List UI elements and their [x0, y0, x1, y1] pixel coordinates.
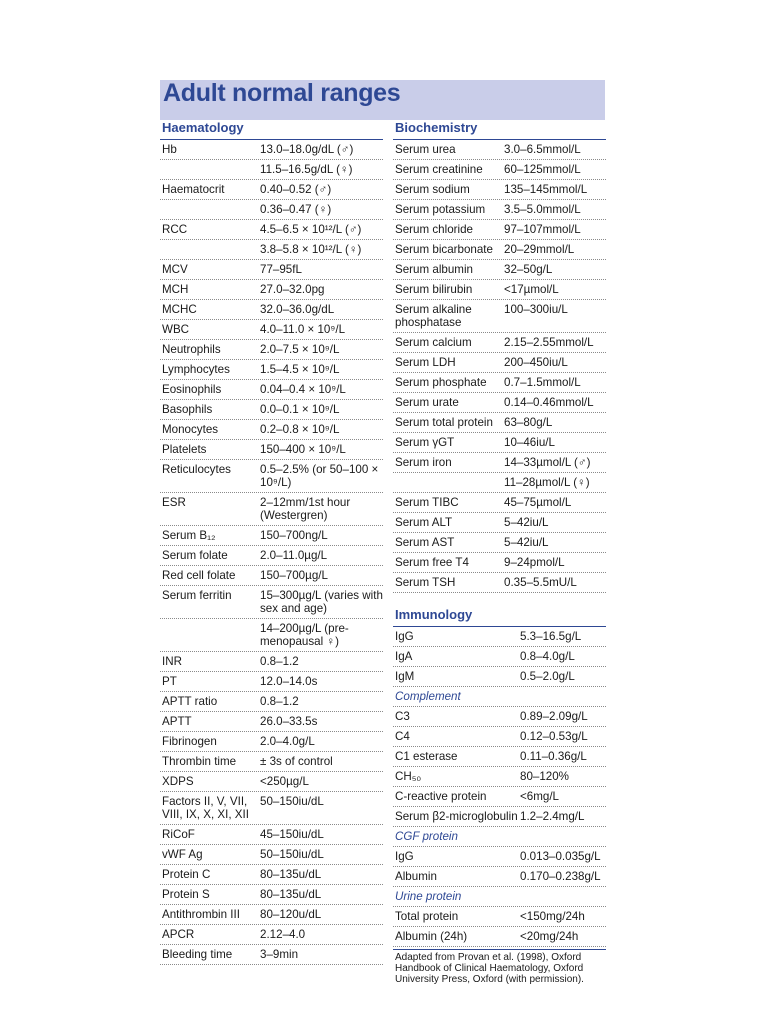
immunology-heading: Immunology — [393, 605, 606, 627]
test-name: Serum B₁₂ — [162, 529, 216, 542]
normal-range: 5–42iu/L — [504, 516, 549, 529]
section-gap — [393, 593, 606, 605]
table-row — [160, 180, 383, 200]
normal-range: 14–200µg/L (pre-menopausal ♀) — [260, 622, 349, 648]
normal-range: <150mg/24h — [520, 910, 585, 923]
normal-range: 80–135u/dL — [260, 868, 322, 881]
test-name — [162, 203, 260, 216]
table-row — [160, 885, 383, 905]
normal-range: 0.7–1.5mmol/L — [504, 376, 581, 389]
test-name: Serum free T4 — [395, 556, 469, 569]
normal-range: <250µg/L — [260, 775, 309, 788]
test-name: Serum phosphate — [395, 376, 487, 389]
normal-range: 97–107mmol/L — [504, 223, 581, 236]
test-name: Lymphocytes — [162, 363, 230, 376]
haematology-table — [160, 140, 383, 965]
table-row — [160, 865, 383, 885]
test-name: Serum alkaline phosphatase — [395, 303, 472, 329]
test-name: Protein C — [162, 868, 211, 881]
test-name: INR — [162, 655, 182, 668]
table-row — [160, 240, 383, 260]
normal-range: 3–9min — [260, 948, 299, 961]
normal-range: 5.3–16.5g/L — [520, 630, 582, 643]
subsection-label: Complement — [393, 687, 606, 707]
normal-range: 80–135u/dL — [260, 888, 322, 901]
test-name: Serum creatinine — [395, 163, 483, 176]
normal-range: 150–400 × 10⁹/L — [260, 443, 346, 456]
test-name: Serum sodium — [395, 183, 470, 196]
table-row — [160, 845, 383, 865]
normal-range: ± 3s of control — [260, 755, 333, 768]
normal-range: 0.8–1.2 — [260, 695, 299, 708]
test-name: C1 esterase — [395, 750, 458, 763]
test-name: Serum urate — [395, 396, 459, 409]
test-name: Haematocrit — [162, 183, 225, 196]
test-name: IgM — [395, 670, 415, 683]
table-row — [160, 772, 383, 792]
table-row — [393, 333, 606, 353]
normal-range: 60–125mmol/L — [504, 163, 581, 176]
table-row — [393, 280, 606, 300]
test-name: APTT — [162, 715, 192, 728]
test-name: Serum AST — [395, 536, 455, 549]
table-row — [160, 732, 383, 752]
table-row — [393, 453, 606, 473]
test-name — [395, 476, 504, 489]
test-name: Serum TSH — [395, 576, 456, 589]
test-name: Serum folate — [162, 549, 228, 562]
normal-range: 45–75µmol/L — [504, 496, 572, 509]
test-name: Serum LDH — [395, 356, 456, 369]
test-name: Fibrinogen — [162, 735, 217, 748]
test-name: Serum chloride — [395, 223, 473, 236]
test-name: Serum urea — [395, 143, 456, 156]
test-name: Serum iron — [395, 456, 452, 469]
normal-range: 80–120u/dL — [260, 908, 322, 921]
normal-range: 15–300µg/L (varies with sex and age) — [260, 589, 383, 615]
normal-range: 0.89–2.09g/L — [520, 710, 588, 723]
normal-range: 50–150iu/dL — [260, 848, 324, 861]
table-row — [393, 473, 606, 493]
normal-range: 11–28µmol/L (♀) — [504, 476, 590, 489]
test-name: IgA — [395, 650, 413, 663]
table-row — [160, 586, 383, 619]
table-row — [393, 180, 606, 200]
test-name: WBC — [162, 323, 190, 336]
table-row — [393, 393, 606, 413]
normal-range: <20mg/24h — [520, 930, 579, 943]
table-row — [160, 400, 383, 420]
table-row — [393, 140, 606, 160]
test-name: Serum γGT — [395, 436, 455, 449]
table-row — [393, 300, 606, 333]
normal-range: 0.8–4.0g/L — [520, 650, 575, 663]
normal-range: 2.0–11.0µg/L — [260, 549, 328, 562]
table-row — [393, 160, 606, 180]
table-row — [393, 533, 606, 553]
table-row — [393, 373, 606, 393]
test-name: Red cell folate — [162, 569, 236, 582]
normal-range: 0.5–2.0g/L — [520, 670, 575, 683]
test-name — [162, 243, 260, 256]
normal-range: 100–300iu/L — [504, 303, 568, 316]
normal-range: 3.5–5.0mmol/L — [504, 203, 581, 216]
test-name: RCC — [162, 223, 188, 236]
normal-range: 26.0–33.5s — [260, 715, 318, 728]
normal-range: 0.04–0.4 × 10⁹/L — [260, 383, 346, 396]
normal-range: 0.40–0.52 (♂) — [260, 183, 332, 196]
test-name: XDPS — [162, 775, 194, 788]
table-row — [393, 787, 606, 807]
normal-range: 0.14–0.46mmol/L — [504, 396, 594, 409]
table-row — [160, 160, 383, 180]
table-row — [393, 240, 606, 260]
table-row — [160, 825, 383, 845]
normal-range: 4.5–6.5 × 10¹²/L (♂) — [260, 223, 362, 236]
normal-range: 2.12–4.0 — [260, 928, 306, 941]
normal-range: 10–46iu/L — [504, 436, 555, 449]
table-row — [160, 420, 383, 440]
test-name — [162, 622, 260, 648]
table-row — [393, 353, 606, 373]
test-name: vWF Ag — [162, 848, 203, 861]
normal-range: 4.0–11.0 × 10⁹/L — [260, 323, 346, 336]
table-row — [393, 727, 606, 747]
table-row — [160, 460, 383, 493]
table-row — [393, 847, 606, 867]
test-name: IgG — [395, 850, 414, 863]
table-row — [393, 747, 606, 767]
table-row — [160, 200, 383, 220]
table-row — [160, 493, 383, 526]
normal-range: 0.12–0.53g/L — [520, 730, 588, 743]
table-row — [160, 925, 383, 945]
normal-range: <6mg/L — [520, 790, 559, 803]
normal-range: 20–29mmol/L — [504, 243, 575, 256]
normal-range: 2.15–2.55mmol/L — [504, 336, 594, 349]
table-row — [160, 546, 383, 566]
normal-range: 3.0–6.5mmol/L — [504, 143, 581, 156]
test-name: Factors II, V, VII, VIII, IX, X, XI, XII — [162, 795, 249, 821]
table-row — [393, 513, 606, 533]
table-row — [393, 907, 606, 927]
normal-range: 150–700µg/L — [260, 569, 328, 582]
table-row — [160, 360, 383, 380]
normal-range: 32–50g/L — [504, 263, 553, 276]
normal-range: 2.0–4.0g/L — [260, 735, 315, 748]
normal-range: 150–700ng/L — [260, 529, 328, 542]
table-row — [160, 280, 383, 300]
test-name: APTT ratio — [162, 695, 218, 708]
test-name: Serum total protein — [395, 416, 493, 429]
test-name: Protein S — [162, 888, 210, 901]
normal-range: 32.0–36.0g/dL — [260, 303, 335, 316]
test-name: Monocytes — [162, 423, 219, 436]
biochemistry-heading: Biochemistry — [393, 118, 606, 140]
normal-range: 11.5–16.5g/dL (♀) — [260, 163, 353, 176]
haematology-heading: Haematology — [160, 118, 383, 140]
test-name: Eosinophils — [162, 383, 222, 396]
test-name: Bleeding time — [162, 948, 233, 961]
test-name: RiCoF — [162, 828, 195, 841]
test-name: C3 — [395, 710, 410, 723]
page-title: Adult normal ranges — [163, 79, 401, 107]
test-name: Total protein — [395, 910, 459, 923]
normal-range: 80–120% — [520, 770, 569, 783]
normal-range: 13.0–18.0g/dL (♂) — [260, 143, 354, 156]
test-name: Thrombin time — [162, 755, 237, 768]
table-row — [393, 433, 606, 453]
normal-range: 200–450iu/L — [504, 356, 568, 369]
test-name: Basophils — [162, 403, 213, 416]
table-row — [160, 672, 383, 692]
table-row — [160, 320, 383, 340]
immunology-table — [393, 627, 606, 947]
test-name: IgG — [395, 630, 414, 643]
normal-range: 5–42iu/L — [504, 536, 549, 549]
test-name: Serum albumin — [395, 263, 473, 276]
normal-range: 50–150iu/dL — [260, 795, 324, 808]
normal-range: 0.170–0.238g/L — [520, 870, 601, 883]
table-row — [160, 652, 383, 672]
table-row — [160, 526, 383, 546]
subsection-label: Urine protein — [393, 887, 606, 907]
table-row — [393, 867, 606, 887]
test-name: CH₅₀ — [395, 770, 422, 783]
test-name: Platelets — [162, 443, 207, 456]
test-name: Serum β2-microglobulin — [395, 810, 518, 823]
table-row — [393, 413, 606, 433]
table-row — [393, 220, 606, 240]
biochemistry-table — [393, 140, 606, 593]
table-row — [160, 712, 383, 732]
test-name: Serum ferritin — [162, 589, 232, 602]
test-name: C4 — [395, 730, 410, 743]
table-row — [393, 553, 606, 573]
test-name: Serum potassium — [395, 203, 486, 216]
test-name: Serum bicarbonate — [395, 243, 493, 256]
table-row — [160, 792, 383, 825]
subsection-label: CGF protein — [393, 827, 606, 847]
test-name: PT — [162, 675, 177, 688]
table-row — [160, 260, 383, 280]
table-row — [393, 647, 606, 667]
test-name: Neutrophils — [162, 343, 221, 356]
test-name: Albumin — [395, 870, 437, 883]
normal-range: 27.0–32.0pg — [260, 283, 325, 296]
test-name: C-reactive protein — [395, 790, 487, 803]
table-row — [160, 440, 383, 460]
normal-range: 135–145mmol/L — [504, 183, 588, 196]
table-row — [393, 927, 606, 947]
test-name: APCR — [162, 928, 195, 941]
test-name: Hb — [162, 143, 177, 156]
normal-range: 0.2–0.8 × 10⁹/L — [260, 423, 340, 436]
normal-range: 0.013–0.035g/L — [520, 850, 601, 863]
test-name: Albumin (24h) — [395, 930, 468, 943]
table-row — [160, 340, 383, 360]
table-row — [160, 380, 383, 400]
table-row — [160, 140, 383, 160]
normal-range: 3.8–5.8 × 10¹²/L (♀) — [260, 243, 362, 256]
normal-range: 2–12mm/1st hour (Westergren) — [260, 496, 351, 522]
test-name — [162, 163, 260, 176]
table-row — [393, 260, 606, 280]
normal-range: 1.2–2.4mg/L — [520, 810, 585, 823]
table-row — [160, 692, 383, 712]
test-name: Serum calcium — [395, 336, 472, 349]
test-name: MCH — [162, 283, 189, 296]
table-row — [160, 905, 383, 925]
table-row — [393, 707, 606, 727]
normal-range: 0.11–0.36g/L — [520, 750, 587, 763]
normal-range: 0.0–0.1 × 10⁹/L — [260, 403, 340, 416]
test-name: Reticulocytes — [162, 463, 231, 476]
normal-range: 12.0–14.0s — [260, 675, 318, 688]
table-row — [160, 566, 383, 586]
source-note: Adapted from Provan et al. (1998), Oxford Handbook of Clinical Haematology, Oxford University Press, Oxford (with permission). — [393, 949, 606, 985]
table-row — [393, 200, 606, 220]
haematology-column — [160, 118, 383, 965]
normal-range: 1.5–4.5 × 10⁹/L — [260, 363, 340, 376]
table-row — [393, 573, 606, 593]
normal-range: 63–80g/L — [504, 416, 553, 429]
normal-range: 0.8–1.2 — [260, 655, 299, 668]
table-row — [160, 945, 383, 965]
right-column — [393, 118, 606, 985]
test-name: MCHC — [162, 303, 197, 316]
table-row — [393, 493, 606, 513]
table-row — [160, 220, 383, 240]
normal-range: 0.35–5.5mU/L — [504, 576, 577, 589]
table-row — [393, 627, 606, 647]
test-name: Antithrombin III — [162, 908, 240, 921]
test-name: Serum TIBC — [395, 496, 459, 509]
normal-range: <17µmol/L — [504, 283, 559, 296]
title-bar — [160, 80, 605, 120]
table-row — [393, 767, 606, 787]
normal-range: 45–150iu/dL — [260, 828, 324, 841]
normal-range: 0.36–0.47 (♀) — [260, 203, 332, 216]
normal-range: 2.0–7.5 × 10⁹/L — [260, 343, 340, 356]
test-name: Serum ALT — [395, 516, 453, 529]
normal-range: 77–95fL — [260, 263, 302, 276]
normal-range: 0.5–2.5% (or 50–100 × 10⁹/L) — [260, 463, 379, 489]
table-row — [393, 667, 606, 687]
table-row — [160, 300, 383, 320]
test-name: ESR — [162, 496, 186, 509]
table-row — [393, 807, 606, 827]
table-row — [160, 619, 383, 652]
test-name: Serum bilirubin — [395, 283, 473, 296]
normal-range: 9–24pmol/L — [504, 556, 565, 569]
test-name: MCV — [162, 263, 188, 276]
normal-range: 14–33µmol/L (♂) — [504, 456, 591, 469]
table-row — [160, 752, 383, 772]
